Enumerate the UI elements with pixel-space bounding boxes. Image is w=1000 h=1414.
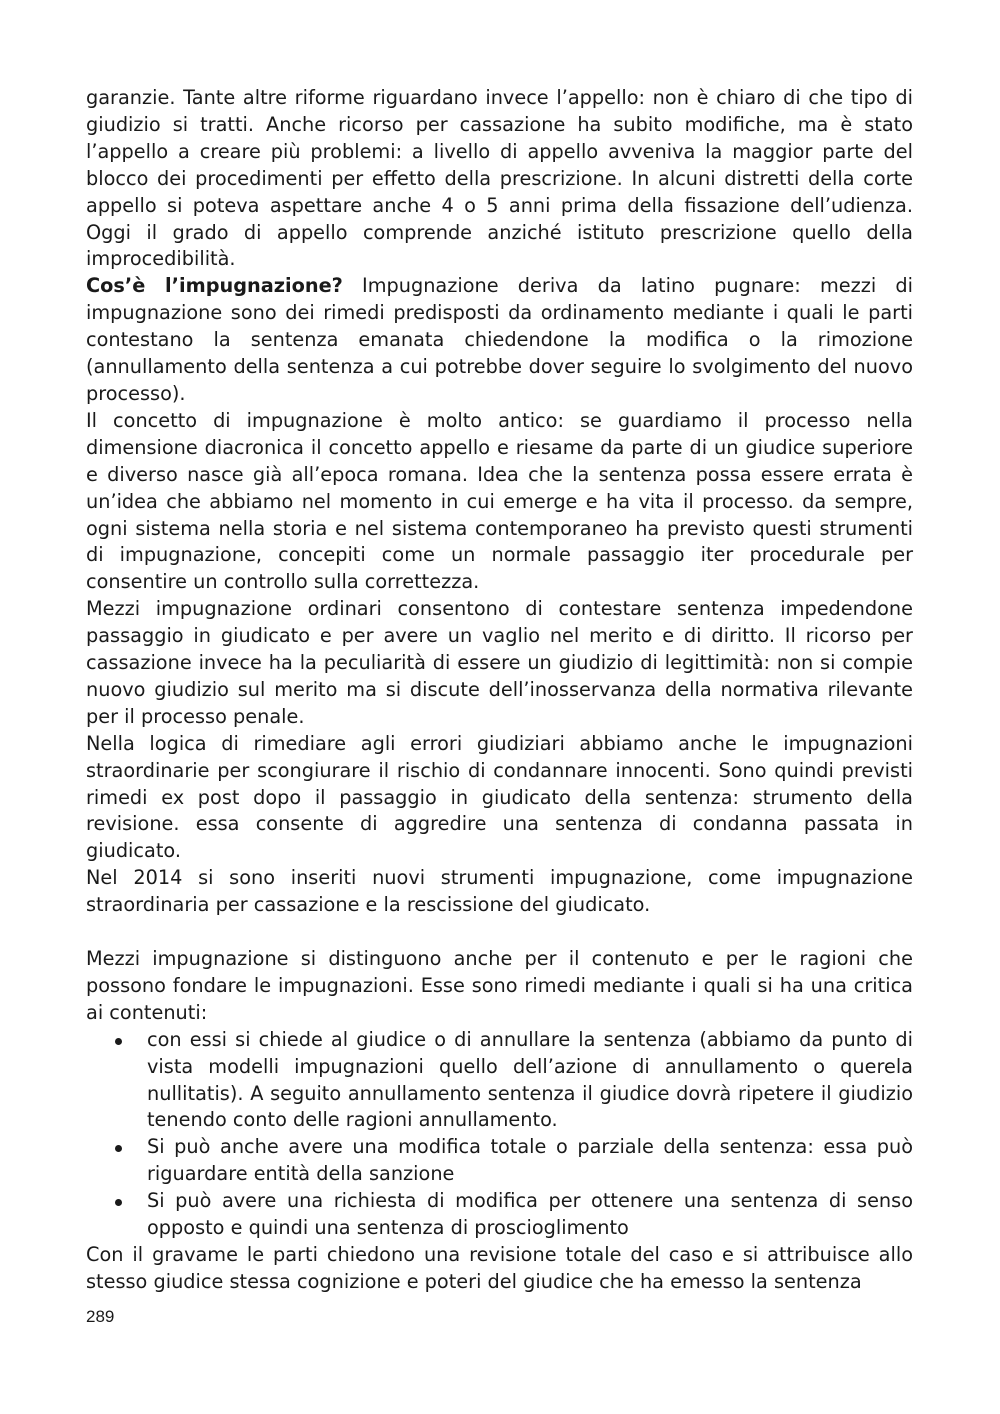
paragraph-mezzi-ordinari: Mezzi impugnazione ordinari consentono di contestare sentenza impedendone passaggio in giudicato e per avere un vaglio nel merito e di diritto. Il ricorso per cassazione invece ha la peculiarità di essere un giudizio di legittimità: non si compie nuovo giudizio sul merito ma si discute dell’inosservanza della normativa rilevante per il processo penale. [86, 597, 913, 728]
paragraph-appello-riforme: garanzie. Tante altre riforme riguardano invece l’appello: non è chiaro di che tipo di giudizio si tratti. Anche ricorso per cassazione ha subito modifiche, ma è stato l’appello a creare più problemi: a livello di appello avveniva la maggior parte del blocco dei procedimenti per effetto della prescrizione. In alcuni distretti della corte appello si poteva aspettare anche 4 o 5 anni prima della fissazione dell’udienza. Oggi il grado di appello comprende anziché istituto prescrizione quello della improcedibilità. [86, 86, 913, 271]
paragraph-concetto-antico: Il concetto di impugnazione è molto antico: se guardiamo il processo nella dimensione diacronica il concetto appello e riesame da parte di un giudice superiore e diverso nasce già all’epoca romana. Idea che la sentenza possa essere errata è un’idea che abbiamo nel momento in cui emerge e ha vita il processo. da sempre, ogni sistema nella storia e nel sistema contemporaneo ha previsto questi strumenti di impugnazione, concepiti come un normale passaggio iter procedurale per consentire un controllo sulla correttezza. [86, 408, 913, 594]
page-number: 289 [86, 1307, 115, 1326]
paragraph-contenuto-ragioni: Mezzi impugnazione si distinguono anche per il contenuto e per le ragioni che possono fondare le impugnazioni. Esse sono rimedi mediante i quali si ha una critica ai contenuti: [86, 946, 913, 1024]
paragraph-impugnazione-text: Impugnazione deriva da latino pugnare: mezzi di impugnazione sono dei rimedi predisposti da ordinamento mediante i quali le parti contestano la sentenza emanata chiedendone la modifica o la rimozione (annullamento della sentenza a cui potrebbe dover seguire lo svolgimento del nuovo processo). [86, 274, 913, 405]
page-body [86, 85, 913, 1296]
paragraph-2014: Nel 2014 si sono inseriti nuovi strumenti impugnazione, come impugnazione straordinaria per cassazione e la rescissione del giudicato. [86, 866, 913, 917]
list-item [86, 1134, 913, 1188]
bullet-list [86, 1027, 913, 1242]
list-item-text: Si può avere una richiesta di modifica per ottenere una sentenza di senso opposto e quindi una sentenza di proscioglimento [147, 1189, 913, 1240]
list-item-text: con essi si chiede al giudice o di annullare la sentenza (abbiamo da punto di vista modelli impugnazioni quello dell’azione di annullamento o querela nullitatis). A seguito annullamento sentenza il giudice dovrà ripetere il giudizio tenendo conto delle ragioni annullamento. [147, 1027, 913, 1132]
bullet-icon [115, 1038, 122, 1045]
paragraph-heading-impugnazione: Cos’è l’impugnazione? [86, 274, 343, 298]
list-item-text: Si può anche avere una modifica totale o parziale della sentenza: essa può riguardare entità della sanzione [147, 1135, 913, 1186]
paragraph-impugnazioni-straordinarie: Nella logica di rimediare agli errori giudiziari abbiamo anche le impugnazioni straordinarie per scongiurare il rischio di condannare innocenti. Sono quindi previsti rimedi ex post dopo il passaggio in giudicato della sentenza: strumento della revisione. essa consente di aggredire una sentenza di condanna passata in giudicato. [86, 731, 913, 863]
paragraph-impugnazione-definizione [86, 273, 913, 408]
list-item [86, 1027, 913, 1135]
paragraph-gravame: Con il gravame le parti chiedono una revisione totale del caso e si attribuisce allo stesso giudice stessa cognizione e poteri del giudice che ha emesso la sentenza [86, 1242, 913, 1293]
bullet-icon [115, 1199, 122, 1206]
bullet-icon [115, 1145, 122, 1152]
list-item [86, 1188, 913, 1242]
blank-line [86, 919, 913, 946]
